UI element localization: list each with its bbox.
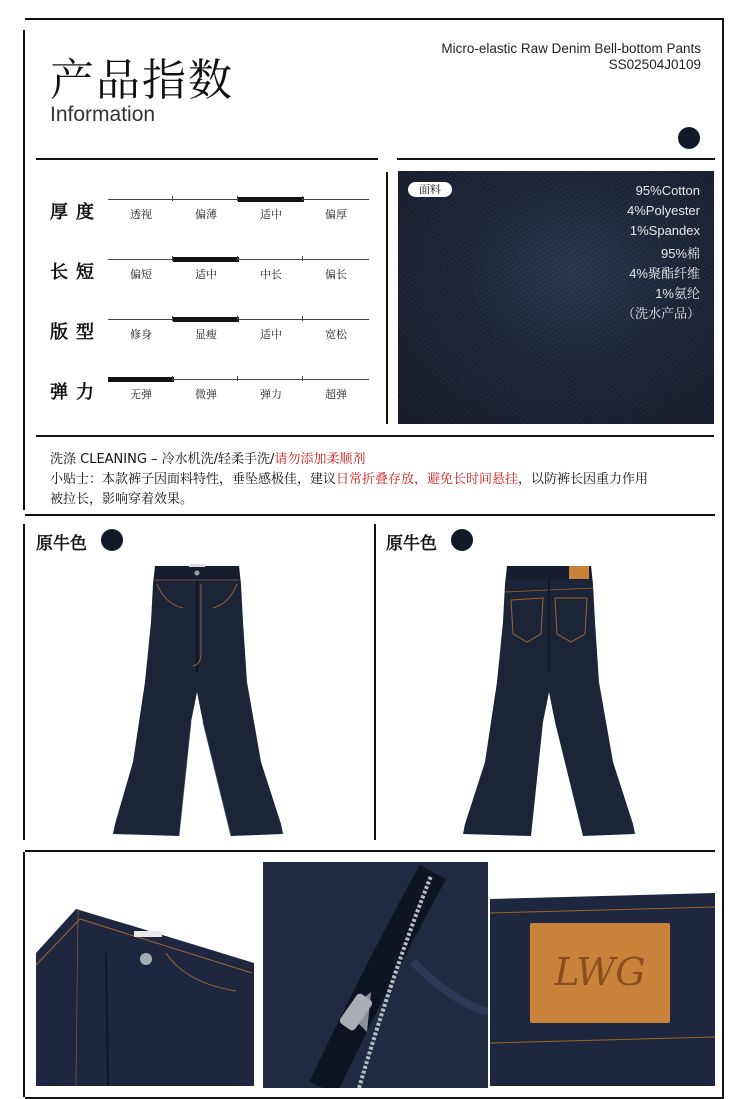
care-instructions [50, 448, 365, 467]
attr-label-1: 长短 [50, 262, 102, 283]
care-divider-top [36, 435, 714, 437]
attr-option-label: 宽松 [325, 328, 347, 341]
attr-option-label: 适中 [260, 208, 282, 221]
attr-option-tick [302, 376, 303, 381]
attr-option-label: 适中 [260, 328, 282, 341]
color-label-front: 原牛色 [36, 534, 87, 554]
attr-option-tick [237, 376, 238, 381]
detail-label-image [490, 893, 715, 1086]
attr-option-label: 微弹 [195, 388, 217, 401]
attr-option-label: 偏长 [325, 268, 347, 281]
care-warning: 请勿添加柔顺剂 [274, 452, 366, 467]
attr-option-bar [303, 259, 369, 260]
attr-option-tick [172, 256, 173, 261]
attr-option-label: 无弹 [130, 388, 152, 401]
attr-option [238, 206, 304, 222]
composition-line: 4%聚酯纤维 [629, 266, 700, 281]
attr-option-selected-bar [238, 197, 304, 202]
attr-option-tick [237, 256, 238, 261]
attr-option-bar [108, 199, 174, 200]
attr-option-selected-bar [108, 377, 174, 382]
product-code: SS02504J0109 [608, 57, 701, 72]
attr-option-bar [303, 319, 369, 320]
colors-divider-top [25, 514, 715, 516]
details-divider-top [25, 850, 715, 852]
attr-divider [386, 172, 388, 424]
attr-option-label: 超弹 [325, 388, 347, 401]
tip-text: 小贴士：本款裤子因面料特性，垂坠感极佳，建议 [50, 472, 337, 487]
attr-option [173, 206, 239, 222]
attr-label-0: 厚度 [50, 202, 102, 223]
attr-option [238, 266, 304, 282]
right-border [722, 18, 724, 1098]
composition-line: 4%Polyester [627, 203, 700, 218]
attr-option-selected-bar [173, 317, 239, 322]
header-dot [678, 127, 700, 149]
left-border-upper [23, 30, 25, 510]
page-title: 产品指数 [50, 55, 234, 106]
attr-option [303, 386, 369, 402]
colors-left-border [23, 524, 25, 840]
composition-line: （洗水产品） [621, 306, 700, 321]
attr-option [108, 386, 174, 402]
header-divider-left [36, 158, 378, 160]
attr-option [238, 326, 304, 342]
fabric-swatch [398, 171, 714, 424]
attr-option [108, 326, 174, 342]
attr-option-bar [173, 379, 239, 380]
attr-option-tick [172, 196, 173, 201]
attr-option [238, 386, 304, 402]
attr-option-bar [303, 379, 369, 380]
detail-zipper-image [263, 862, 488, 1088]
detail-waist-image [36, 893, 258, 1086]
colors-middle-divider [374, 524, 376, 840]
attr-option-label: 偏厚 [325, 208, 347, 221]
attr-option [303, 266, 369, 282]
attr-option [303, 326, 369, 342]
attr-option-bar [108, 259, 174, 260]
top-border [25, 18, 724, 20]
composition-line: 95%棉 [660, 246, 700, 261]
care-tip [50, 468, 648, 487]
attr-option-label: 修身 [130, 328, 152, 341]
product-name: Micro-elastic Raw Denim Bell-bottom Pants [441, 41, 701, 56]
attr-option-bar [303, 199, 369, 200]
header-divider-right [397, 158, 715, 160]
attr-option-bar [238, 259, 304, 260]
attr-option-label: 弹力 [260, 388, 282, 401]
attr-option-label: 显瘦 [195, 328, 217, 341]
care-tip-line2: 被拉长，影响穿着效果。 [50, 492, 194, 507]
attr-option-tick [302, 256, 303, 261]
attr-option-tick [172, 376, 173, 381]
attr-option-label: 中长 [260, 268, 282, 281]
attr-option-selected-bar [173, 257, 239, 262]
composition-line: 95%Cotton [635, 183, 700, 198]
care-text: 洗涤 CLEANING – 冷水机洗/轻柔手洗/ [50, 452, 275, 467]
jeans-front-image [105, 562, 295, 837]
attr-option-label: 偏短 [130, 268, 152, 281]
attr-option [108, 206, 174, 222]
attr-option-bar [173, 199, 239, 200]
tip-warning: 日常折叠存放，避免长时间悬挂 [336, 472, 519, 487]
attr-option-tick [302, 196, 303, 201]
fabric-tag: 面料 [408, 182, 452, 197]
attr-option-tick [237, 196, 238, 201]
attr-option-tick [237, 316, 238, 321]
composition-line: 1%氨纶 [655, 286, 700, 301]
color-label-back: 原牛色 [386, 534, 437, 554]
page-subtitle: Information [50, 103, 156, 126]
attr-option [173, 386, 239, 402]
color-swatch-front [101, 529, 123, 551]
attr-option-bar [108, 319, 174, 320]
attr-option-bar [238, 319, 304, 320]
attr-option [303, 206, 369, 222]
attr-option-label: 透视 [130, 208, 152, 221]
tip-suffix: ，以防裤长因重力作用 [518, 472, 649, 487]
leather-logo-text: LWG [554, 950, 646, 994]
color-swatch-back [451, 529, 473, 551]
composition-line: 1%Spandex [629, 223, 700, 238]
attr-label-3: 弹力 [50, 382, 102, 403]
attr-option [173, 326, 239, 342]
details-left-border [23, 852, 25, 1097]
attr-option-label: 适中 [195, 268, 217, 281]
attr-label-2: 版型 [50, 322, 102, 343]
attr-option [173, 266, 239, 282]
attr-option-tick [172, 316, 173, 321]
attr-option-tick [302, 316, 303, 321]
attr-option [108, 266, 174, 282]
jeans-back-image [455, 562, 645, 837]
attr-option-bar [238, 379, 304, 380]
attr-option-label: 偏薄 [195, 208, 217, 221]
